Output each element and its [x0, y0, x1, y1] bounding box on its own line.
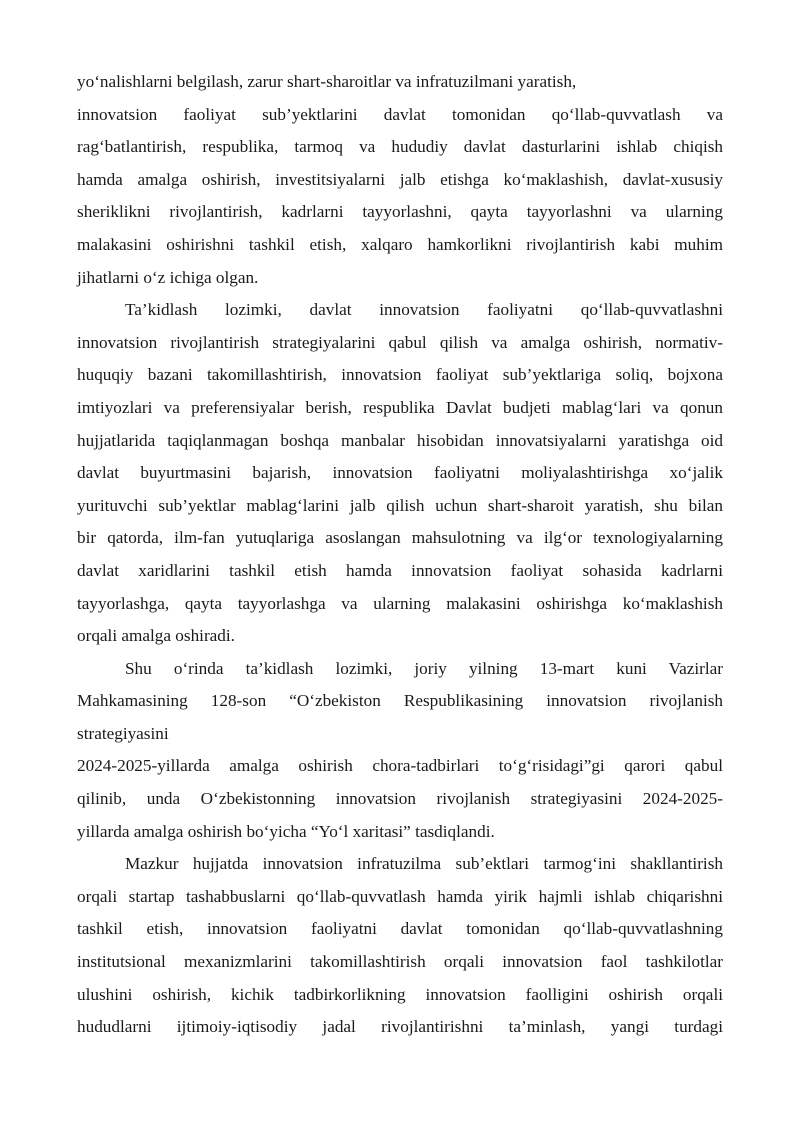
text-line: orqali startap tashabbuslarni qo‘llab-quvvatlash hamda yirik hajmli ishlab chiqarishni — [77, 886, 723, 906]
text-line: rag‘batlantirish, respublika, tarmoq va hududiy davlat dasturlarini ishlab chiqish — [77, 137, 723, 157]
text-line: sheriklikni rivojlantirish, kadrlarni tayyorlashni, qayta tayyorlashni va ularning — [77, 202, 723, 222]
text-line: huquqiy bazani takomillashtirish, innovatsion faoliyat sub’yektlariga soliq, bojxona — [77, 365, 723, 385]
text-line: yillarda amalga oshirish bo‘yicha “Yo‘l xaritasi” tasdiqlandi. — [77, 821, 495, 841]
text-line: Mahkamasining 128-son “O‘zbekiston Respublikasining innovatsion rivojlanish — [77, 691, 723, 711]
text-line: jihatlarni o‘z ichiga olgan. — [77, 267, 259, 287]
text-line: hamda amalga oshirish, investitsiyalarni jalb etishga ko‘maklashish, davlat-xususiy — [77, 169, 723, 189]
text-line: orqali amalga oshiradi. — [77, 626, 235, 646]
paragraph-2 — [77, 294, 723, 653]
paragraph-4 — [77, 848, 723, 1044]
text-line: Shu o‘rinda ta’kidlash lozimki, joriy yilning 13-mart kuni Vazirlar — [125, 658, 723, 678]
text-line: tashkil etish, innovatsion faoliyatni davlat tomonidan qo‘llab-quvvatlashning — [77, 919, 723, 939]
text-line: hududlarni ijtimoiy-iqtisodiy jadal rivojlantirishni ta’minlash, yangi turdagi — [77, 1017, 723, 1037]
text-line: innovatsion faoliyat sub’yektlarini davlat tomonidan qo‘llab-quvvatlash va — [77, 104, 723, 124]
text-line: imtiyozlari va preferensiyalar berish, respublika Davlat budjeti mablag‘lari va qonun — [77, 397, 723, 417]
text-line: yo‘nalishlarni belgilash, zarur shart-sharoitlar va infratuzilmani yaratish, — [77, 72, 577, 91]
text-line: institutsional mexanizmlarini takomillashtirish orqali innovatsion faol tashkilotlar — [77, 952, 723, 972]
text-line: davlat buyurtmasini bajarish, innovatsion faoliyatni moliyalashtirishga xo‘jalik — [77, 463, 723, 483]
text-line: yurituvchi sub’yektlar mablag‘larini jalb qilish uchun shart-sharoit yaratish, shu bilan — [77, 495, 723, 515]
text-line: Mazkur hujjatda innovatsion infratuzilma sub’ektlari tarmog‘ini shakllantirish — [125, 854, 723, 874]
document-page — [77, 66, 723, 1044]
text-line: strategiyasini — [77, 723, 169, 743]
text-line: qilinib, unda O‘zbekistonning innovatsion rivojlanish strategiyasini 2024-2025- — [77, 789, 723, 809]
text-line: tayyorlashga, qayta tayyorlashga va ularning malakasini oshirishga ko‘maklashish — [77, 593, 723, 613]
paragraph-3 — [77, 653, 723, 849]
text-line: davlat xaridlarini tashkil etish hamda innovatsion faoliyat sohasida kadrlarni — [77, 560, 723, 580]
text-line: innovatsion rivojlantirish strategiyalarini qabul qilish va amalga oshirish, normativ- — [77, 332, 723, 352]
text-line: hujjatlarida taqiqlanmagan boshqa manbalar hisobidan innovatsiyalarni yaratishga oid — [77, 430, 723, 450]
text-line: bir qatorda, ilm-fan yutuqlariga asoslangan mahsulotning va ilg‘or texnologiyalarning — [77, 528, 723, 548]
text-line: malakasini oshirishni tashkil etish, xalqaro hamkorlikni rivojlantirish kabi muhim — [77, 234, 723, 254]
text-line: 2024-2025-yillarda amalga oshirish chora-tadbirlari to‘g‘risidagi”gi qarori qabul — [77, 756, 723, 776]
text-line: Ta’kidlash lozimki, davlat innovatsion faoliyatni qo‘llab-quvvatlashni — [125, 300, 723, 320]
text-line: ulushini oshirish, kichik tadbirkorlikning innovatsion faolligini oshirish orqali — [77, 984, 723, 1004]
paragraph-1 — [77, 66, 723, 294]
